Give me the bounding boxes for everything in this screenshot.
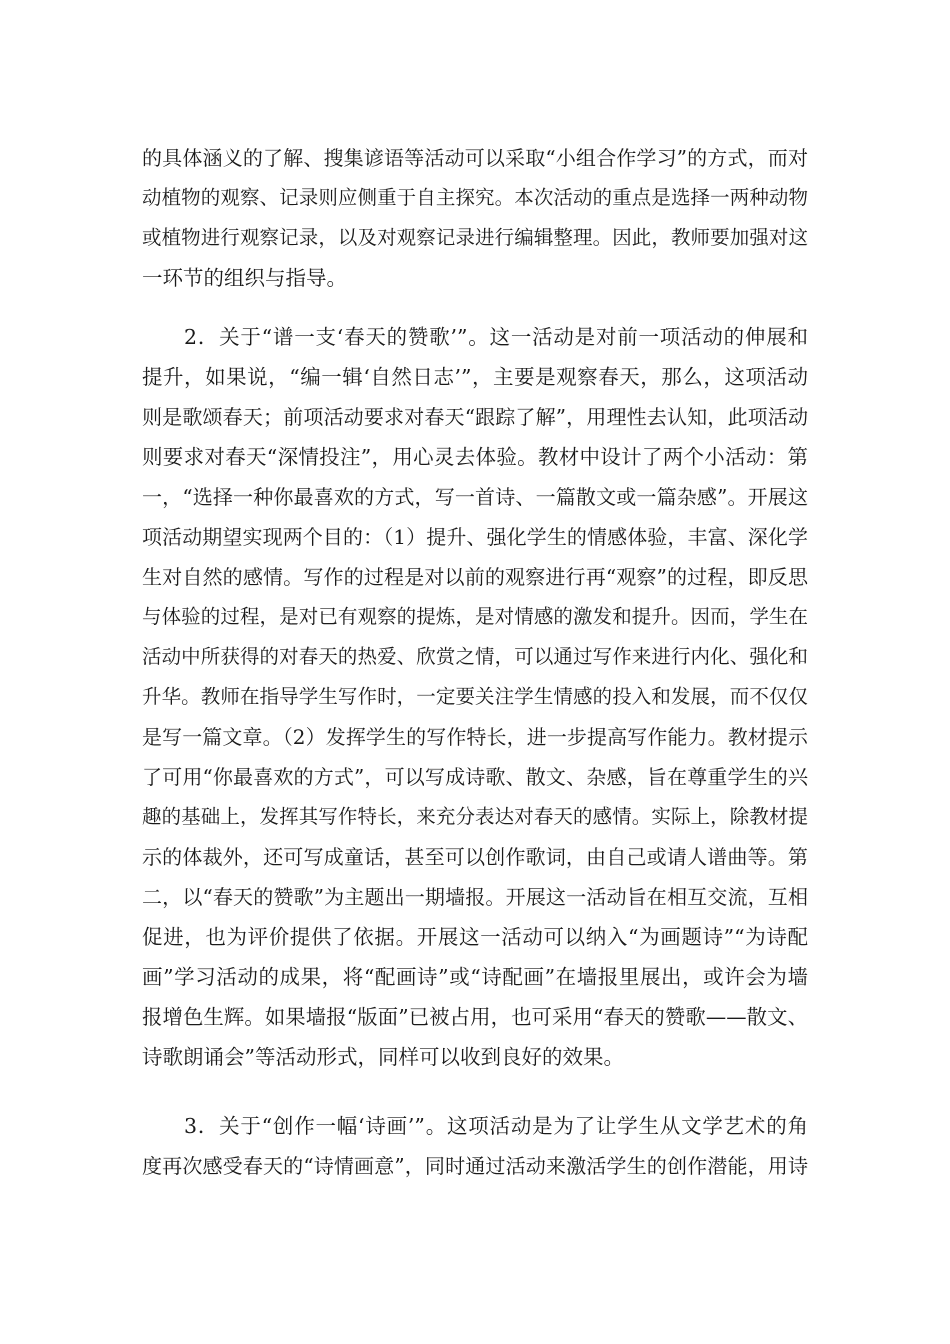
paragraph-spring-song bbox=[142, 317, 808, 1077]
text-line: 诗歌朗诵会”等活动形式，同样可以收到良好的效果。 bbox=[142, 1045, 624, 1069]
text-line: 了可用“你最喜欢的方式”，可以写成诗歌、散文、杂感，旨在尊重学生的兴 bbox=[142, 765, 808, 789]
text-line: 画”学习活动的成果，将“配画诗”或“诗配画”在墙报里展出，或许会为墙 bbox=[142, 965, 808, 989]
text-line: 活动中所获得的对春天的热爱、欣赏之情，可以通过写作来进行内化、强化和 bbox=[142, 645, 808, 668]
paragraph-poem-painting bbox=[142, 1106, 808, 1186]
text-line: 一环节的组织与指导。 bbox=[142, 266, 347, 290]
text-line: 动植物的观察、记录则应侧重于自主探究。本次活动的重点是选择一两种动物 bbox=[142, 186, 808, 209]
text-line: 促进，也为评价提供了依据。开展这一活动可以纳入“为画题诗”“为诗配 bbox=[142, 925, 808, 949]
text-line: 3．关于“创作一幅‘诗画’”。这项活动是为了让学生从文学艺术的角 bbox=[184, 1114, 808, 1138]
text-line: 示的体裁外，还可写成童话，甚至可以创作歌词，由自己或请人谱曲等。第 bbox=[142, 845, 808, 869]
text-line: 2．关于“谱一支‘春天的赞歌’”。这一活动是对前一项活动的伸展和 bbox=[184, 325, 808, 349]
text-line: 与体验的过程，是对已有观察的提炼，是对情感的激发和提升。因而，学生在 bbox=[142, 605, 808, 628]
text-line: 二，以“春天的赞歌”为主题出一期墙报。开展这一活动旨在相互交流，互相 bbox=[142, 885, 808, 909]
text-line: 生对自然的感情。写作的过程是对以前的观察进行再“观察”的过程，即反思 bbox=[142, 565, 808, 589]
text-line: 一，“选择一种你最喜欢的方式，写一首诗、一篇散文或一篇杂感”。开展这 bbox=[142, 485, 808, 509]
text-line: 则要求对春天“深情投注”，用心灵去体验。教材中设计了两个小活动：第 bbox=[142, 445, 808, 469]
text-line: 报增色生辉。如果墙报“版面”已被占用，也可采用“春天的赞歌——散文、 bbox=[142, 1005, 808, 1029]
text-line: 或植物进行观察记录，以及对观察记录进行编辑整理。因此，教师要加强对这 bbox=[142, 226, 808, 249]
text-line: 的具体涵义的了解、搜集谚语等活动可以采取“小组合作学习”的方式，而对 bbox=[142, 146, 808, 170]
text-line: 提升，如果说，“编一辑‘自然日志’”，主要是观察春天，那么，这项活动 bbox=[142, 365, 808, 389]
text-line: 趣的基础上，发挥其写作特长，来充分表达对春天的感情。实际上，除教材提 bbox=[142, 805, 808, 828]
paragraph-continuation bbox=[142, 138, 808, 298]
text-line: 是写一篇文章。（2）发挥学生的写作特长，进一步提高写作能力。教材提示 bbox=[142, 725, 808, 749]
text-line: 项活动期望实现两个目的：（1）提升、强化学生的情感体验，丰富、深化学 bbox=[142, 525, 808, 549]
text-line: 则是歌颂春天；前项活动要求对春天“跟踪了解”，用理性去认知，此项活动 bbox=[142, 405, 808, 429]
text-line: 度再次感受春天的“诗情画意”，同时通过活动来激活学生的创作潜能，用诗 bbox=[142, 1154, 808, 1178]
text-line: 升华。教师在指导学生写作时，一定要关注学生情感的投入和发展，而不仅仅 bbox=[142, 685, 808, 708]
